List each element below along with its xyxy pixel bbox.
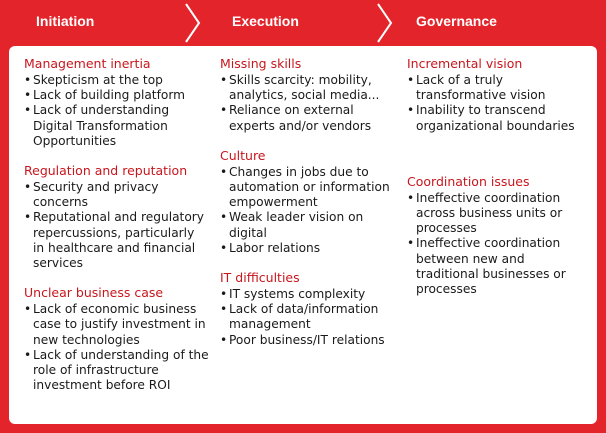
bullet-icon: • xyxy=(407,73,415,87)
bullet-icon: • xyxy=(24,302,32,317)
bullet-list xyxy=(407,73,591,134)
list-item xyxy=(220,103,400,133)
bullet-icon: • xyxy=(407,103,415,118)
list-item xyxy=(24,88,209,103)
list-item-text: Reliance on external experts and/or vendors xyxy=(229,103,372,133)
column-execution xyxy=(220,56,400,362)
list-item xyxy=(220,241,400,256)
list-item-text: Security and privacy concerns xyxy=(33,180,159,210)
section-unclear-business-case xyxy=(24,285,209,393)
list-item-text: IT systems complexity xyxy=(229,287,366,302)
list-item xyxy=(407,103,591,133)
list-item-text: Lack of a truly transformative vision xyxy=(416,73,546,103)
section-title: Missing skills xyxy=(220,56,302,71)
bullet-icon: • xyxy=(24,210,32,225)
bullet-icon: • xyxy=(24,88,32,103)
bullet-icon: • xyxy=(220,302,228,317)
list-item xyxy=(24,348,209,394)
list-item-text: Skepticism at the top xyxy=(33,73,163,87)
list-item-text: Lack of building platform xyxy=(33,88,185,103)
list-item xyxy=(220,165,400,211)
list-item xyxy=(220,287,400,302)
section-culture xyxy=(220,148,400,256)
list-item-text: Ineffective coordination between new and traditional businesses or processes xyxy=(416,236,566,297)
bullet-icon: • xyxy=(220,103,228,118)
section-title: Management inertia xyxy=(24,56,151,71)
list-item-text: Labor relations xyxy=(229,240,321,255)
list-item xyxy=(220,73,400,103)
list-item xyxy=(220,333,400,348)
bullet-icon: • xyxy=(220,73,228,87)
bullet-icon: • xyxy=(220,287,228,302)
bullet-icon: • xyxy=(24,180,32,195)
phase-label-governance: Governance xyxy=(416,13,497,29)
bullet-icon: • xyxy=(24,103,32,118)
section-title: Culture xyxy=(220,147,266,163)
section-title: Incremental vision xyxy=(407,56,523,71)
list-item xyxy=(24,210,209,271)
list-item xyxy=(220,302,400,332)
list-item xyxy=(407,73,591,103)
list-item xyxy=(24,180,209,210)
list-item-text: Changes in jobs due to automation or information empowerment xyxy=(229,164,390,210)
phase-label-initiation: Initiation xyxy=(36,13,95,29)
bullet-list xyxy=(220,287,400,348)
bullet-list xyxy=(220,165,400,256)
column-initiation xyxy=(24,56,209,407)
bullet-list xyxy=(24,73,209,149)
list-item-text: Lack of understanding Digital Transformation Opportunities xyxy=(33,103,170,148)
bullet-icon: • xyxy=(407,190,415,205)
bullet-icon: • xyxy=(24,347,32,362)
list-item xyxy=(24,73,209,88)
section-title: Regulation and reputation xyxy=(24,163,188,179)
list-item-text: Skills scarcity: mobility, analytics, social media... xyxy=(229,73,380,103)
list-item xyxy=(407,236,591,297)
bullet-list xyxy=(24,302,209,393)
section-title: Coordination issues xyxy=(407,173,530,189)
list-item-text: Poor business/IT relations xyxy=(229,332,385,347)
section-regulation-reputation xyxy=(24,163,209,271)
list-item xyxy=(220,210,400,240)
list-item xyxy=(407,191,591,237)
bullet-list xyxy=(220,73,400,134)
bullet-icon: • xyxy=(220,240,228,255)
bullet-icon: • xyxy=(220,332,228,347)
section-title: Unclear business case xyxy=(24,285,164,301)
content-panel xyxy=(9,46,597,424)
list-item-text: Weak leader vision on digital xyxy=(229,210,364,240)
list-item-text: Ineffective coordination across business units or processes xyxy=(416,190,563,236)
list-item xyxy=(24,302,209,348)
list-item-text: Lack of data/information management xyxy=(229,302,379,332)
list-item-text: Inability to transcend organizational boundaries xyxy=(416,103,575,133)
section-it-difficulties xyxy=(220,270,400,348)
bullet-icon: • xyxy=(407,236,415,251)
section-missing-skills xyxy=(220,56,400,134)
column-governance xyxy=(407,56,591,311)
list-item-text: Reputational and regulatory repercussions, particularly in healthcare and financial services xyxy=(33,210,205,271)
list-item-text: Lack of understanding of the role of infrastructure investment before ROI xyxy=(33,347,209,393)
bullet-list xyxy=(407,191,591,297)
bullet-icon: • xyxy=(24,73,32,87)
section-incremental-vision xyxy=(407,56,591,134)
section-management-inertia xyxy=(24,56,209,149)
bullet-list xyxy=(24,180,209,271)
section-title: IT difficulties xyxy=(220,270,300,286)
bullet-icon: • xyxy=(220,210,228,225)
bullet-icon: • xyxy=(220,164,228,179)
phase-label-execution: Execution xyxy=(232,13,299,29)
list-item xyxy=(24,103,209,149)
list-item-text: Lack of economic business case to justify investment in new technologies xyxy=(33,302,206,347)
section-coordination-issues xyxy=(407,174,591,297)
